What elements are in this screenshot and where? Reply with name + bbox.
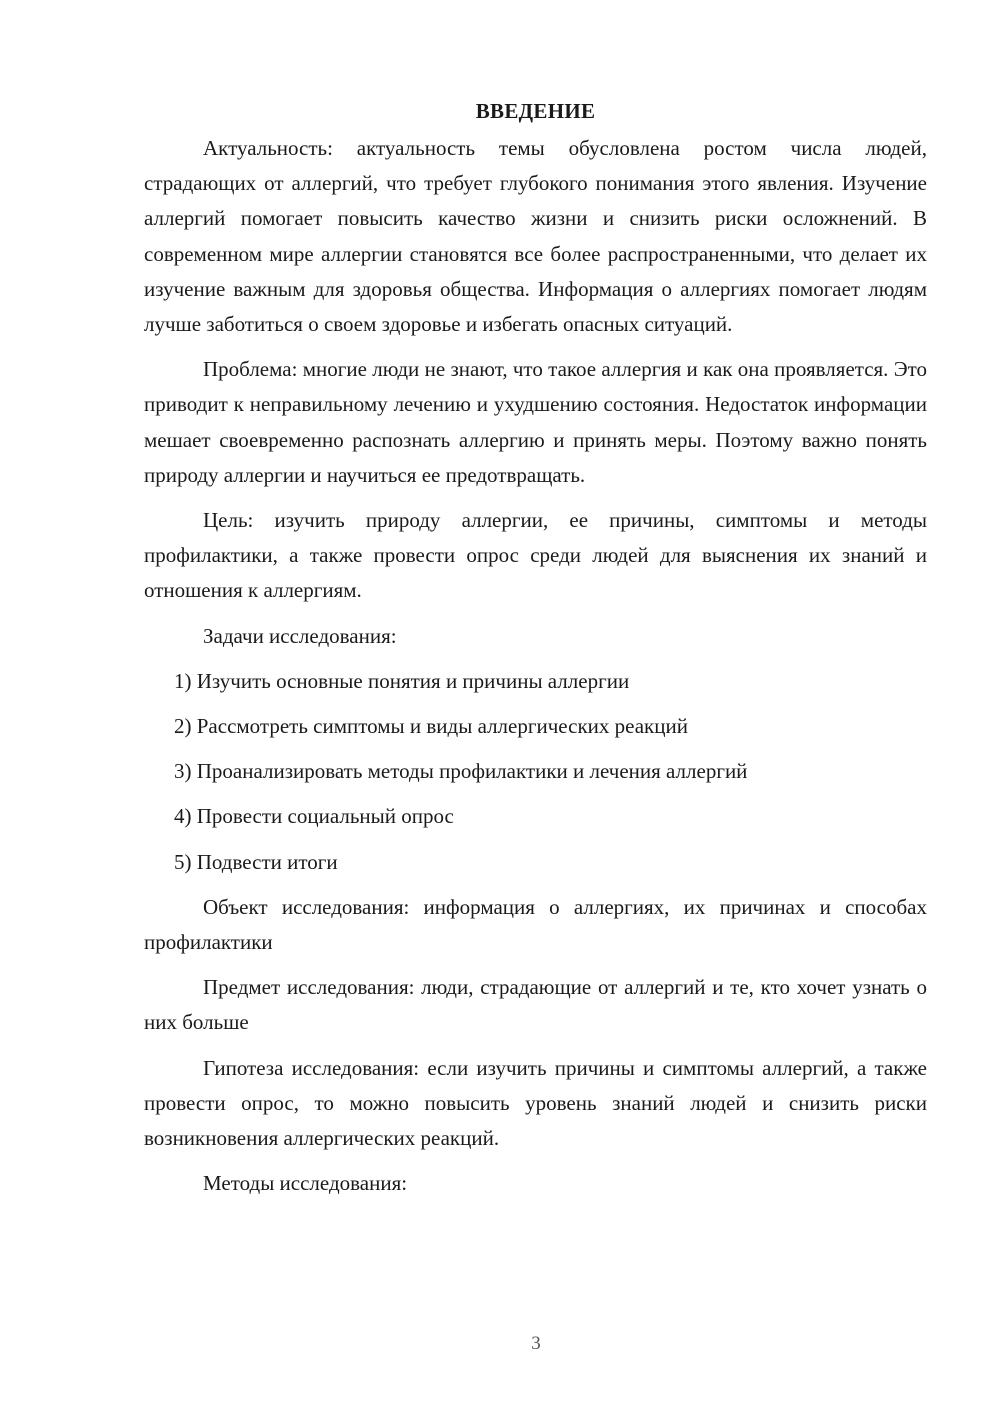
page-number: 3	[531, 1333, 541, 1354]
document-page	[144, 94, 927, 1211]
paragraph-hypothesis: Гипотеза исследования: если изучить причины и симптомы аллергий, а также провести опрос, то можно повысить уровень знаний людей и снизить риски возникновения аллергических реакций.	[144, 1055, 927, 1151]
methods-heading: Методы исследования:	[203, 1171, 408, 1196]
tasks-list	[144, 664, 927, 880]
paragraph-relevance: Актуальность: актуальность темы обусловлена ростом числа людей, страдающих от аллергий, что требует глубокого понимания этого явления. Изучение аллергий помогает повысить качество жизни и снизить риски осложнений. В современном мире аллергии становятся все более распространенными, что делает их изучение важным для здоровья общества. Информация о аллергиях помогает людям лучше заботиться о своем здоровье и избегать опасных ситуаций.	[144, 136, 927, 337]
list-item: 5) Подвести итоги	[174, 849, 338, 874]
paragraph-problem: Проблема: многие люди не знают, что такое аллергия и как она проявляется. Это приводит к неправильному лечению и ухудшению состояния. Недостаток информации мешает своевременно распознать аллергию и принять меры. Поэтому важно понять природу аллергии и научиться ее предотвращать.	[144, 357, 927, 487]
list-item: 4) Провести социальный опрос	[174, 804, 454, 829]
paragraph-goal: Цель: изучить природу аллергии, ее причины, симптомы и методы профилактики, а также провести опрос среди людей для выяснения их знаний и отношения к аллергиям.	[144, 508, 927, 603]
list-item: 3) Проанализировать методы профилактики и лечения аллергий	[174, 759, 748, 784]
list-item: 2) Рассмотреть симптомы и виды аллергических реакций	[174, 714, 688, 739]
paragraph-object: Объект исследования: информация о аллергиях, их причинах и способах профилактики	[144, 894, 927, 955]
tasks-heading: Задачи исследования:	[203, 623, 397, 648]
paragraph-subject: Предмет исследования: люди, страдающие от аллергий и те, кто хочет узнать о них больше	[144, 975, 927, 1035]
list-item: 1) Изучить основные понятия и причины аллергии	[174, 668, 630, 693]
section-title: ВВЕДЕНИЕ	[475, 99, 596, 123]
